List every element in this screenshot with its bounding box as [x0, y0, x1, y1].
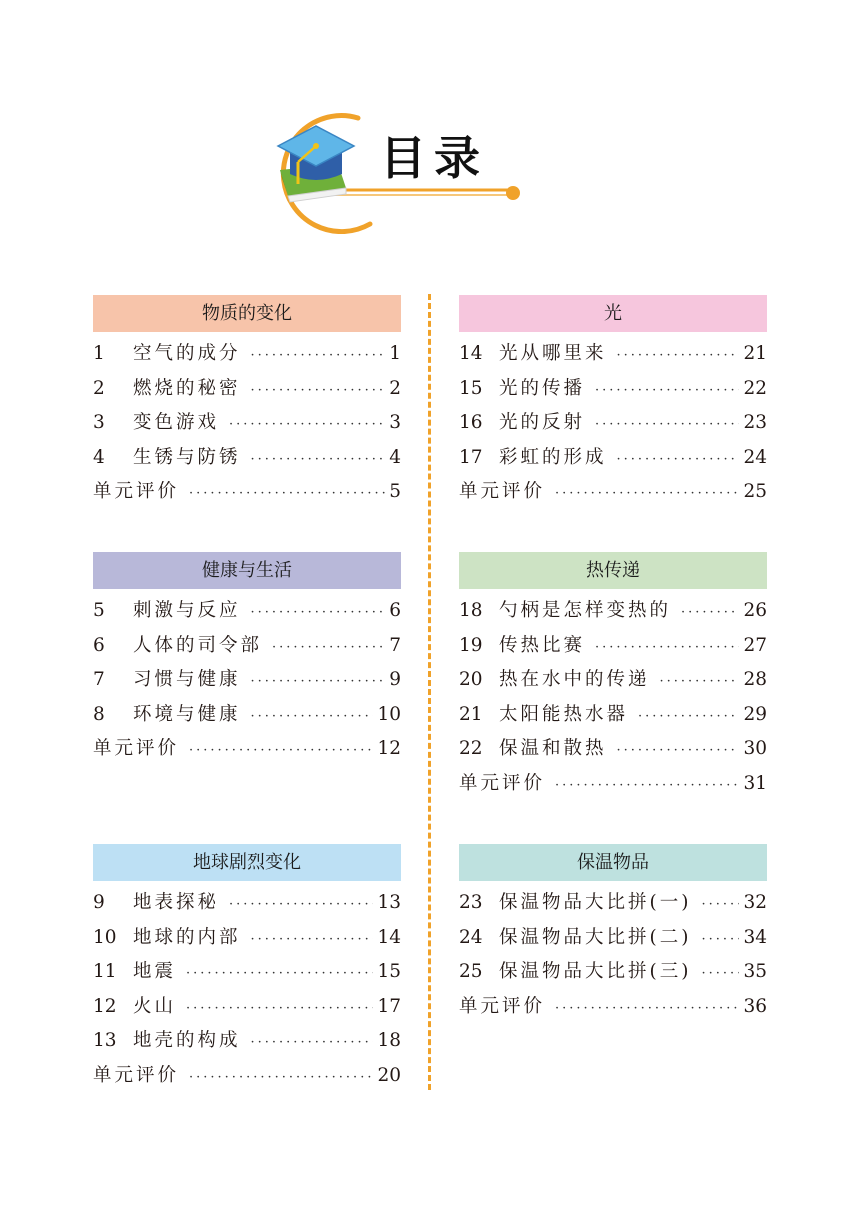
lesson-number: 16 [459, 412, 483, 433]
lesson-title: 太阳能热水器 [499, 703, 629, 725]
lesson-title: 燃烧的秘密 [133, 377, 241, 399]
page-number: 12 [377, 738, 401, 759]
page-number: 25 [743, 481, 767, 502]
lesson-title: 彩虹的形成 [499, 446, 607, 468]
section-heading: 热传递 [459, 552, 767, 589]
lesson-title: 热在水中的传递 [499, 669, 650, 690]
section-heading: 光 [459, 295, 767, 332]
section-heading: 物质的变化 [93, 295, 401, 332]
leader-dots [251, 339, 386, 372]
toc-entry[interactable] [93, 990, 401, 1025]
leader-dots [617, 339, 740, 372]
lesson-number: 17 [459, 446, 483, 468]
lesson-number: 7 [93, 669, 105, 690]
column-divider [428, 294, 431, 1090]
lesson-title: 刺激与反应 [133, 600, 241, 621]
lesson-title: 地震 [133, 961, 177, 982]
lesson-title: 光的反射 [499, 412, 586, 433]
page-number: 4 [389, 446, 401, 468]
leader-dots [251, 923, 374, 956]
lesson-title: 单元评价 [459, 481, 546, 502]
toc-list [93, 594, 401, 767]
lesson-title: 保温物品大比拼(三) [499, 961, 692, 982]
lesson-title: 变色游戏 [133, 412, 220, 433]
page-number: 30 [743, 738, 767, 759]
page-number: 23 [743, 412, 767, 433]
leader-dots [617, 443, 740, 476]
page-title: 目录 [380, 131, 488, 185]
lesson-number: 20 [459, 669, 483, 690]
toc-entry[interactable] [93, 441, 401, 476]
toc-entry[interactable] [459, 886, 767, 921]
lesson-number: 12 [93, 995, 117, 1017]
page-number: 27 [743, 634, 767, 656]
section-heading: 地球剧烈变化 [93, 844, 401, 881]
toc-entry[interactable] [93, 337, 401, 372]
leader-dots [186, 992, 373, 1025]
lesson-number: 5 [93, 600, 105, 621]
toc-entry[interactable] [93, 886, 401, 921]
lesson-title: 光从哪里来 [499, 343, 607, 364]
leader-dots [229, 888, 373, 921]
toc-entry[interactable] [93, 1059, 401, 1094]
lesson-title: 地表探秘 [133, 892, 220, 913]
toc-list [93, 886, 401, 1093]
lesson-number: 10 [93, 926, 117, 948]
lesson-number: 21 [459, 703, 483, 725]
leader-dots [701, 888, 739, 921]
lesson-title: 地球的内部 [133, 926, 241, 948]
leader-dots [595, 408, 739, 441]
page-number: 36 [743, 995, 767, 1017]
toc-entry[interactable] [93, 372, 401, 407]
toc-entry[interactable] [459, 767, 767, 802]
page-number: 5 [389, 481, 401, 502]
leader-dots [681, 596, 739, 629]
toc-entry[interactable] [459, 372, 767, 407]
page-number: 9 [389, 669, 401, 690]
lesson-title: 光的传播 [499, 377, 586, 399]
page-header [0, 0, 860, 260]
leader-dots [595, 374, 739, 407]
section-earth-change [93, 844, 401, 1093]
lesson-title: 保温和散热 [499, 738, 607, 759]
lesson-title: 单元评价 [93, 1064, 180, 1086]
leader-dots [189, 1061, 373, 1094]
page-number: 20 [377, 1064, 401, 1086]
toc-list [459, 594, 767, 801]
section-heading: 健康与生活 [93, 552, 401, 589]
lesson-title: 生锈与防锈 [133, 446, 241, 468]
page-number: 10 [377, 703, 401, 725]
toc-entry[interactable] [93, 629, 401, 664]
lesson-title: 地壳的构成 [133, 1030, 241, 1051]
section-heading: 保温物品 [459, 844, 767, 881]
toc-entry[interactable] [93, 1024, 401, 1059]
page-number: 34 [743, 926, 767, 948]
toc-entry[interactable] [93, 921, 401, 956]
page-number: 14 [377, 926, 401, 948]
lesson-title: 保温物品大比拼(二) [499, 926, 692, 948]
lesson-number: 9 [93, 892, 105, 913]
section-material-change [93, 295, 401, 510]
leader-dots [189, 477, 385, 510]
toc-entry[interactable] [93, 732, 401, 767]
page-number: 17 [377, 995, 401, 1017]
lesson-title: 空气的成分 [133, 343, 241, 364]
lesson-title: 单元评价 [459, 772, 546, 794]
lesson-title: 传热比赛 [499, 634, 586, 656]
leader-dots [251, 443, 386, 476]
page-number: 18 [377, 1030, 401, 1051]
section-health-life [93, 552, 401, 767]
page-number: 1 [389, 343, 401, 364]
leader-dots [186, 957, 373, 990]
page-number: 29 [743, 703, 767, 725]
leader-dots [701, 957, 739, 990]
lesson-number: 15 [459, 377, 483, 399]
leader-dots [251, 596, 386, 629]
page-number: 35 [743, 961, 767, 982]
lesson-number: 1 [93, 343, 105, 364]
page-number: 28 [743, 669, 767, 690]
lesson-number: 6 [93, 634, 105, 656]
toc-entry[interactable] [459, 698, 767, 733]
leader-dots [272, 631, 385, 664]
toc-entry[interactable] [459, 663, 767, 698]
section-light [459, 295, 767, 510]
leader-dots [595, 631, 739, 664]
lesson-number: 19 [459, 634, 483, 656]
leader-dots [638, 700, 739, 733]
toc-entry[interactable] [459, 732, 767, 767]
leader-dots [251, 700, 374, 733]
lesson-number: 13 [93, 1030, 117, 1051]
lesson-number: 24 [459, 926, 483, 948]
lesson-number: 25 [459, 961, 483, 982]
lesson-title: 保温物品大比拼(一) [499, 892, 692, 913]
section-insulation [459, 844, 767, 1024]
leader-dots [229, 408, 385, 441]
lesson-title: 习惯与健康 [133, 669, 241, 690]
toc-entry[interactable] [93, 955, 401, 990]
toc-entry[interactable] [459, 921, 767, 956]
toc-entry[interactable] [459, 594, 767, 629]
section-heat-transfer [459, 552, 767, 801]
toc-list [459, 886, 767, 1024]
toc-entry[interactable] [459, 955, 767, 990]
toc-entry[interactable] [93, 663, 401, 698]
page-number: 6 [389, 600, 401, 621]
toc-entry[interactable] [459, 441, 767, 476]
toc-entry[interactable] [459, 990, 767, 1025]
lesson-title: 火山 [133, 995, 177, 1017]
lesson-title: 单元评价 [93, 481, 180, 502]
page-number: 13 [377, 892, 401, 913]
lesson-title: 勺柄是怎样变热的 [499, 600, 672, 621]
page-number: 15 [377, 961, 401, 982]
toc-entry[interactable] [93, 475, 401, 510]
page-number: 3 [389, 412, 401, 433]
leader-dots [555, 769, 739, 802]
leader-dots [660, 665, 740, 698]
leader-dots [251, 665, 386, 698]
page-number: 7 [389, 634, 401, 656]
leader-dots [189, 734, 373, 767]
page-number: 26 [743, 600, 767, 621]
toc-entry[interactable] [459, 475, 767, 510]
page-number: 2 [389, 377, 401, 399]
lesson-number: 11 [93, 961, 117, 982]
lesson-title: 单元评价 [93, 738, 180, 759]
lesson-title: 人体的司令部 [133, 634, 263, 656]
page-number: 31 [743, 772, 767, 794]
page-number: 24 [743, 446, 767, 468]
leader-dots [251, 1026, 374, 1059]
lesson-number: 8 [93, 703, 105, 725]
lesson-number: 23 [459, 892, 483, 913]
leader-dots [701, 923, 739, 956]
toc-list [459, 337, 767, 510]
lesson-title: 单元评价 [459, 995, 546, 1017]
leader-dots [555, 992, 739, 1025]
toc-entry[interactable] [93, 594, 401, 629]
toc-entry[interactable] [93, 406, 401, 441]
lesson-number: 4 [93, 446, 105, 468]
lesson-number: 2 [93, 377, 105, 399]
leader-dots [617, 734, 740, 767]
toc-entry[interactable] [459, 629, 767, 664]
toc-entry[interactable] [459, 406, 767, 441]
lesson-number: 22 [459, 738, 483, 759]
lesson-number: 3 [93, 412, 105, 433]
leader-dots [251, 374, 386, 407]
leader-dots [555, 477, 739, 510]
toc-entry[interactable] [459, 337, 767, 372]
lesson-number: 14 [459, 343, 483, 364]
lesson-number: 18 [459, 600, 483, 621]
lesson-title: 环境与健康 [133, 703, 241, 725]
toc-entry[interactable] [93, 698, 401, 733]
page-number: 32 [743, 892, 767, 913]
page-number: 22 [743, 377, 767, 399]
page-number: 21 [743, 343, 767, 364]
toc-list [93, 337, 401, 510]
